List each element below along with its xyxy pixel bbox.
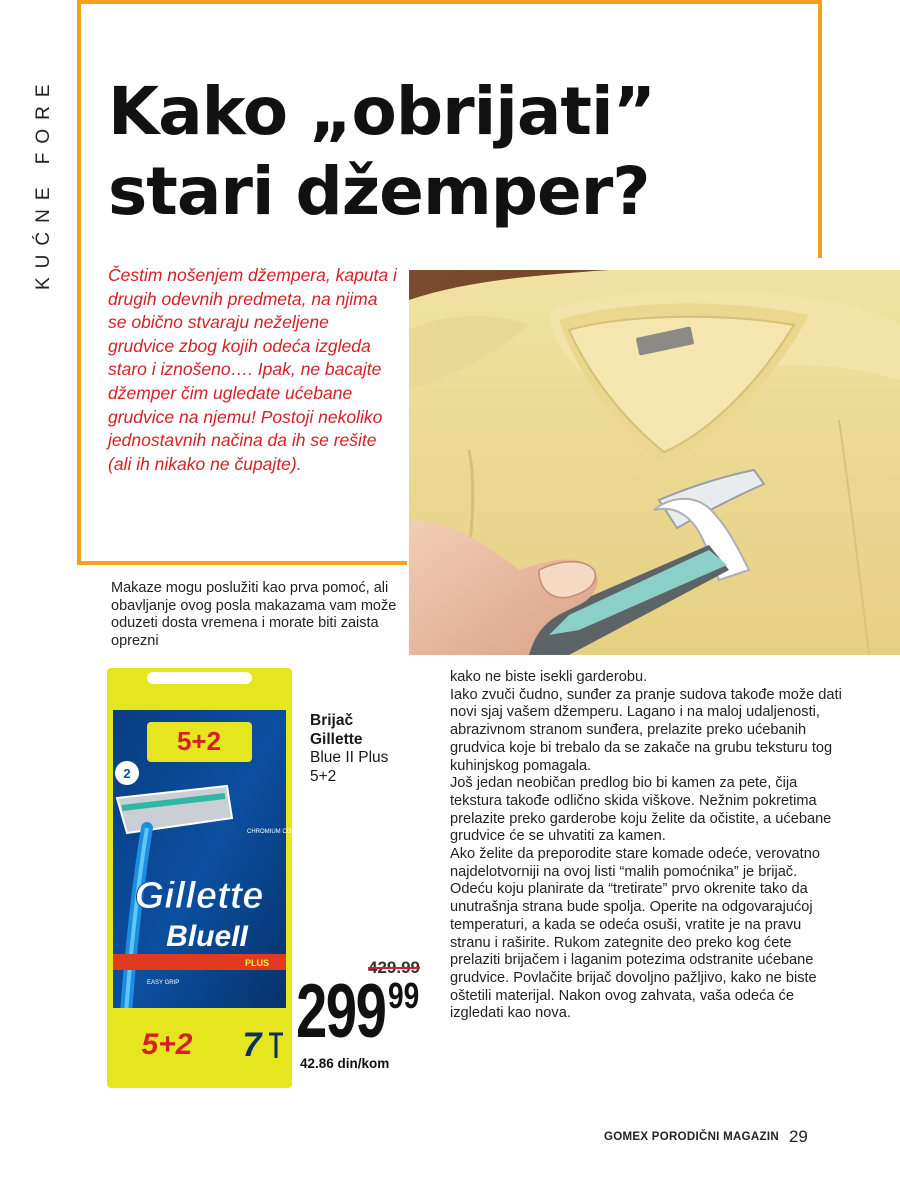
price-integer: 299: [296, 969, 386, 1054]
model-text: BlueII: [166, 920, 248, 953]
gillette-package-image: [107, 668, 310, 1088]
unit-price: 42.86 din/kom: [300, 1056, 390, 1071]
frame-top-border: [77, 0, 822, 4]
page-number: 29: [788, 1127, 808, 1146]
lead-paragraph: Čestim nošenjem džempera, kaputa i drugih odevnih predmeta, na njima se obično stvaraju neželjene grudvice zbog kojih odeća izgleda staro i iznošeno…. Ipak, ne bacajte džemper čim ugledate ućebane grudvice na njemu! Postoji nekoliko jednostavnih načina da ih se rešite (ali ih nikako ne čupajte).: [108, 265, 397, 474]
current-price: [296, 969, 428, 1062]
old-price: 429.99: [368, 958, 420, 977]
article-body: [450, 669, 842, 1023]
section-label: KUĆNE FORE: [33, 75, 54, 291]
title-line-1: Kako „obrijati”: [108, 73, 655, 150]
frame-right-border: [818, 0, 822, 258]
product-name-line-1: Brijač: [310, 712, 354, 729]
product-name: [310, 712, 440, 786]
title-line-2: stari džemper?: [108, 153, 650, 230]
page-footer: [604, 1127, 808, 1147]
price-decimals: 99: [388, 975, 420, 1016]
grip-label: EASY GRIP: [147, 980, 180, 986]
promo-top-text: 5+2: [176, 726, 222, 756]
photo-caption: Makaze mogu poslužiti kao prva pomoć, ali obavljanje ovog posla makazama vam može oduzeti dosta vremena i morate biti zaista oprezni: [111, 580, 397, 649]
magazine-name: GOMEX PORODIČNI MAGAZIN: [604, 1131, 779, 1143]
coating-label: CHROMIUM COATING: [247, 829, 310, 835]
frame-left-border: [77, 0, 81, 565]
frame-bottom-border: [77, 561, 407, 565]
product-name-line-4: 5+2: [310, 767, 337, 785]
product-name-line-2: Gillette: [310, 730, 363, 748]
sweater-illustration: [409, 270, 900, 655]
blade-count-text: 2: [123, 766, 131, 781]
count-text: 7: [242, 1026, 262, 1064]
product-name-line-3: Blue II Plus: [310, 749, 389, 766]
article-title: [108, 72, 808, 232]
model-suffix-text: PLUS: [244, 958, 270, 968]
brand-text: Gillette: [134, 875, 264, 917]
razor-package-illustration: [107, 668, 310, 1088]
body-paragraph: Ako želite da preporodite stare komade odeće, verovatno najdelotvorniji na ovoj listi “malih pomoćnika” je brijač. Odeću koju planirate da “tretirate” prvo okrenite tako da unutrašnja strana bude spolja. Operite na odgovarajućoj temperaturi, a kada se odeća osuši, vratite je na pravu stranu i raširite. Rukom zategnite deo preko kog ćete prelaziti brijačem i laganim potezima odstranite ućebane grudvice. Povlačite brijač dovoljno pažljivo, kako ne biste oštetili materijal. Nakon ovog zahvata, vaša odeća će izgledati kao nova.: [450, 846, 820, 1022]
body-paragraph: Još jedan neobičan predlog bio bi kamen za pete, čija tekstura takođe odlično skida viškove. Nežnim pokretima prelazite preko garderobe koju želite da očistite, a ućebane grudvice će se uhvatiti za kamen.: [450, 775, 832, 845]
body-paragraph: kako ne biste isekli garderobu.: [450, 669, 648, 685]
promo-bottom-text: 5+2: [141, 1028, 193, 1061]
sweater-photo: [409, 270, 900, 655]
body-paragraph: Iako zvuči čudno, sunđer za pranje sudova takođe može dati novi sjaj vašem džemperu. Lagano i na maloj udaljenosti, abrazivnom stranom sunđera, prelazite preko ućebanih grudvica koje bi trebalo da se zakače na grubu teksturu tog kuhinjskog pomagala.: [450, 686, 842, 774]
